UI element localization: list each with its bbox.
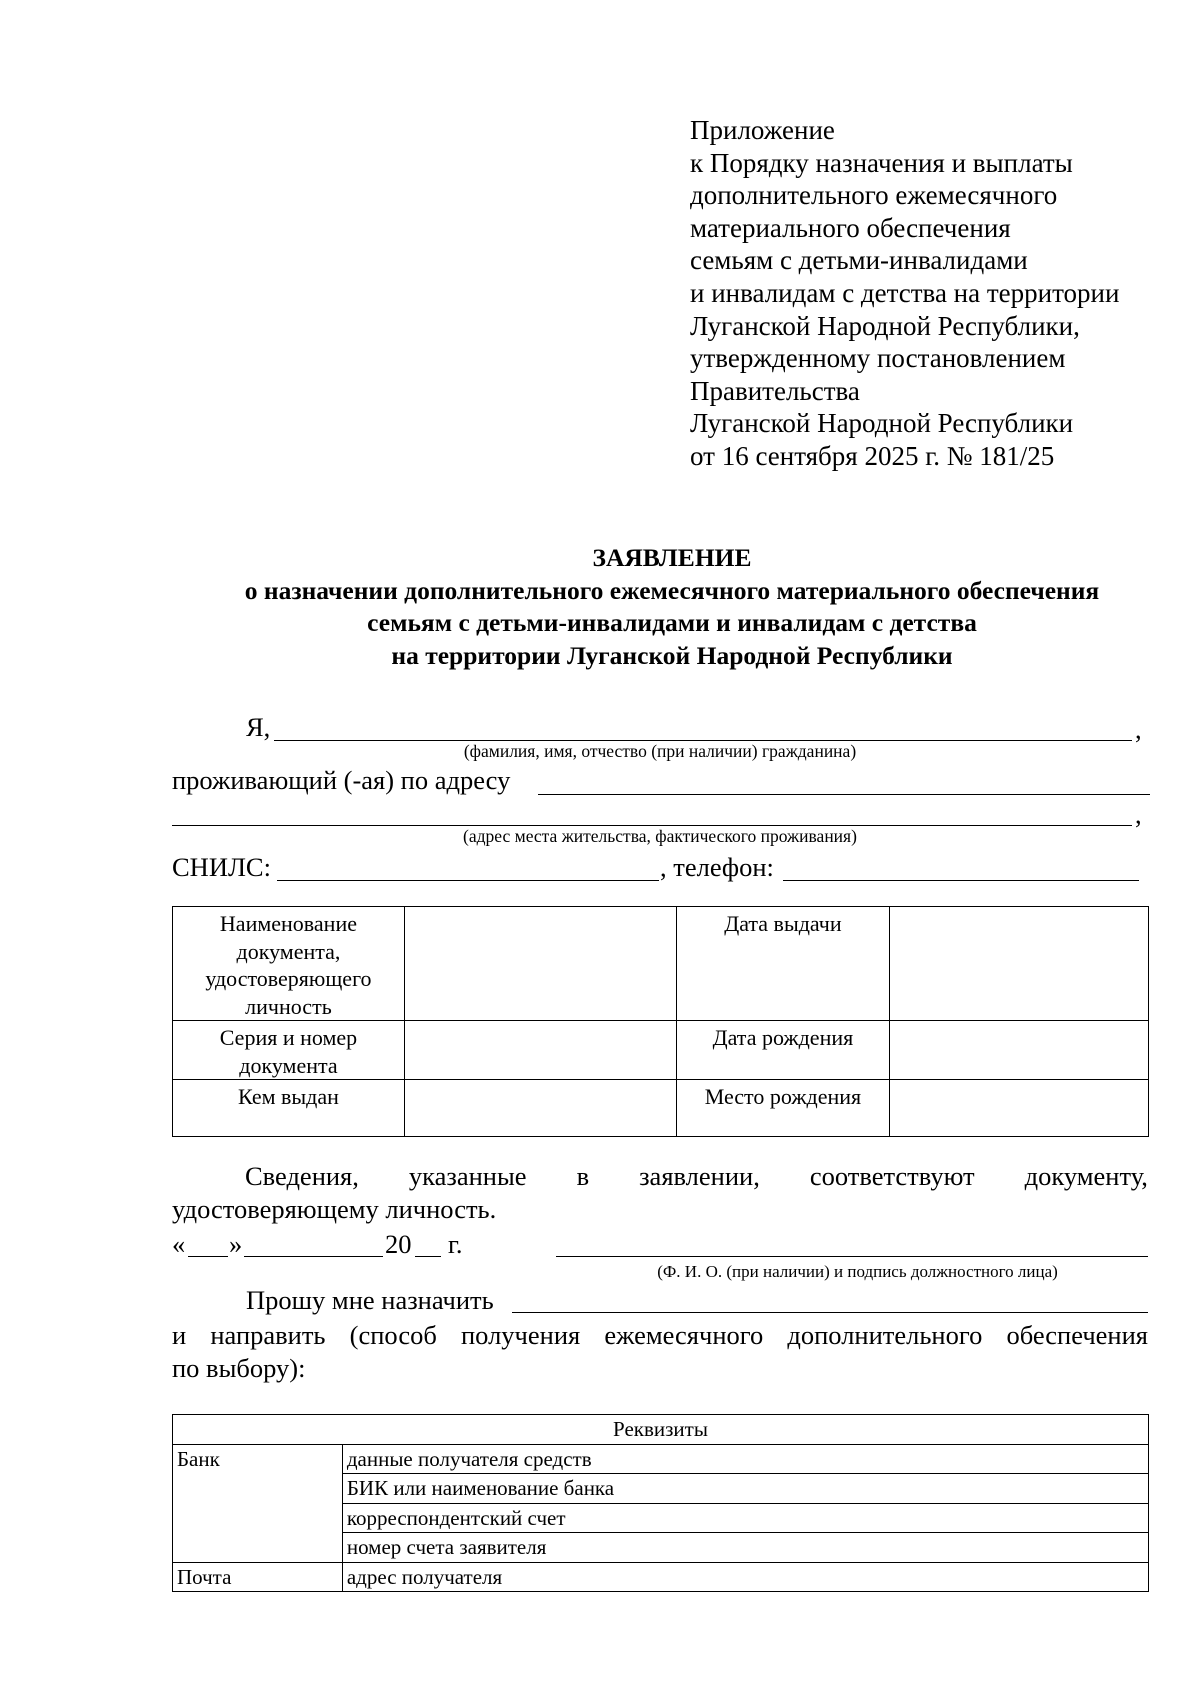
- word: направить: [210, 1320, 326, 1350]
- date-month-field[interactable]: [244, 1256, 383, 1257]
- appendix-line: к Порядку назначения и выплаты: [690, 147, 1073, 178]
- doc-name-label: Наименование документа, удостоверяющего личность: [173, 907, 405, 1021]
- word: соответствуют: [809, 1161, 975, 1191]
- requisites-header: Реквизиты: [173, 1415, 1149, 1445]
- birth-date-label: Дата рождения: [676, 1021, 890, 1080]
- appendix-line: материального обеспечения: [690, 212, 1011, 243]
- doc-name-value[interactable]: [404, 907, 676, 1021]
- address-label: проживающий (-ая) по адресу: [172, 765, 511, 795]
- word: получения: [461, 1320, 581, 1350]
- i-label: Я,: [246, 712, 271, 742]
- word: документу,: [1024, 1161, 1148, 1191]
- issue-date-label: Дата выдачи: [676, 907, 890, 1021]
- address-caption: (адрес места жительства, фактического проживания): [463, 826, 857, 846]
- official-signature-field[interactable]: [556, 1256, 1148, 1257]
- date-close-quote: »: [229, 1229, 243, 1259]
- fio-caption: (фамилия, имя, отчество (при наличии) гражданина): [463, 741, 857, 761]
- appendix-line: Луганской Народной Республики: [690, 408, 1074, 439]
- table-row: [173, 1021, 1149, 1080]
- address-field-1[interactable]: [538, 794, 1150, 795]
- snils-field[interactable]: [277, 880, 659, 881]
- issued-by-label: Кем выдан: [173, 1080, 405, 1137]
- bank-applicant-account[interactable]: номер счета заявителя: [342, 1533, 1148, 1563]
- word: (способ: [349, 1320, 437, 1350]
- appendix-line: и инвалидам с детства на территории: [690, 277, 1120, 308]
- fio-comma: ,: [1135, 714, 1142, 744]
- bank-correspondent-account[interactable]: корреспондентский счет: [342, 1503, 1148, 1533]
- word: Сведения,: [245, 1161, 359, 1191]
- date-year-field[interactable]: [415, 1256, 441, 1257]
- series-number-value[interactable]: [404, 1021, 676, 1080]
- word: ежемесячного: [604, 1320, 764, 1350]
- request-line-2: [172, 1319, 1148, 1352]
- appendix-line: от 16 сентября 2025 г. № 181/25: [690, 440, 1055, 471]
- bank-recipient-data[interactable]: данные получателя средств: [342, 1444, 1148, 1474]
- word: обеспечения: [1006, 1320, 1148, 1350]
- request-line-3: по выбору):: [172, 1353, 306, 1383]
- appendix-line: Приложение: [690, 115, 835, 145]
- word: и: [172, 1320, 187, 1350]
- appendix-line: Луганской Народной Республики,: [690, 310, 1080, 341]
- birth-place-value[interactable]: [890, 1080, 1149, 1137]
- birth-date-value[interactable]: [890, 1021, 1149, 1080]
- bank-label: Банк: [173, 1444, 343, 1562]
- post-label: Почта: [173, 1562, 343, 1592]
- appendix-line: дополнительного ежемесячного: [690, 180, 1058, 211]
- appendix-line: утвержденному постановлением: [690, 343, 1066, 374]
- word: дополнительного: [787, 1320, 983, 1350]
- snils-label: СНИЛС:: [172, 852, 271, 882]
- series-number-label: Серия и номер документа: [173, 1021, 405, 1080]
- date-year-prefix: 20: [385, 1229, 412, 1259]
- signature-caption: (Ф. И. О. (при наличии) и подпись должностного лица): [657, 1262, 1058, 1281]
- title-heading: ЗАЯВЛЕНИЕ: [592, 543, 752, 572]
- issue-date-value[interactable]: [890, 907, 1149, 1021]
- appendix-block: [690, 114, 1170, 473]
- request-prompt: Прошу мне назначить: [246, 1285, 494, 1315]
- issued-by-value[interactable]: [404, 1080, 676, 1137]
- confirmation-line-1: [172, 1160, 1148, 1193]
- table-row: [173, 907, 1149, 1021]
- date-open-quote: «: [172, 1229, 186, 1259]
- title-line: на территории Луганской Народной Республики: [391, 640, 953, 670]
- appendix-line: Правительства: [690, 375, 860, 406]
- requisites-table: [172, 1414, 1149, 1592]
- birth-place-label: Место рождения: [676, 1080, 890, 1137]
- document-title: [172, 542, 1172, 672]
- title-line: о назначении дополнительного ежемесячного материального обеспечения: [244, 575, 1100, 605]
- phone-field[interactable]: [783, 880, 1139, 881]
- appendix-line: семьям с детьми-инвалидами: [690, 245, 1028, 276]
- word: указанные: [408, 1161, 527, 1191]
- table-row: [173, 1444, 1149, 1474]
- bank-bik-name[interactable]: БИК или наименование банка: [342, 1474, 1148, 1504]
- word: в: [576, 1161, 590, 1191]
- table-row: [173, 1562, 1149, 1592]
- address-comma: ,: [1135, 799, 1142, 829]
- title-line: семьям с детьми-инвалидами и инвалидам с детства: [367, 608, 977, 637]
- identity-document-table: [172, 906, 1149, 1137]
- date-day-field[interactable]: [188, 1256, 228, 1257]
- word: заявлении,: [639, 1161, 760, 1191]
- date-year-suffix: г.: [448, 1229, 463, 1259]
- post-recipient-address[interactable]: адрес получателя: [342, 1562, 1148, 1592]
- table-row: [173, 1415, 1149, 1445]
- table-row: [173, 1080, 1149, 1137]
- request-field[interactable]: [512, 1312, 1148, 1313]
- phone-label: , телефон:: [660, 852, 774, 882]
- confirmation-line-2: удостоверяющему личность.: [172, 1194, 497, 1224]
